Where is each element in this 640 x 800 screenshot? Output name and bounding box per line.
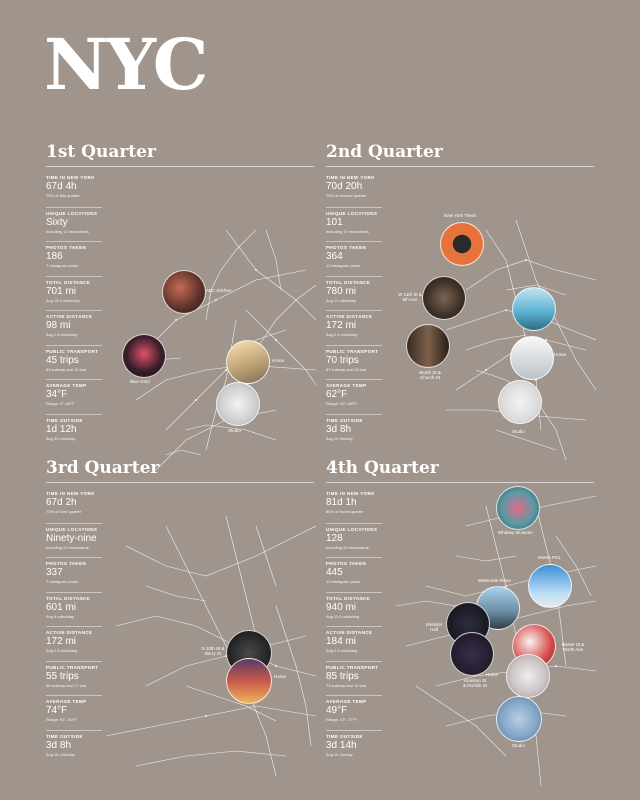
photo-moma-ps1 bbox=[528, 564, 572, 608]
photo-houston-st bbox=[506, 654, 550, 698]
stat-total-distance: TOTAL DISTANCE 780 mi Avg 11 miles/day bbox=[326, 276, 382, 311]
stat-unique-locations: UNIQUE LOCATIONS 128 Including 26 restaurants bbox=[326, 523, 382, 558]
label-abc-kitchen: ABC Kitchen bbox=[206, 288, 232, 293]
stat-time-outside: TIME OUTSIDE 3d 8h Avg 1h 12m/day bbox=[46, 730, 102, 765]
quarter-1-stats bbox=[46, 172, 102, 448]
quarter-2-stats bbox=[326, 172, 382, 448]
stat-public-transport: PUBLIC TRANSPORT 45 trips 33 subway and 12 bus bbox=[46, 345, 102, 380]
photo-studio bbox=[498, 380, 542, 424]
quarter-4-panel bbox=[326, 458, 594, 788]
stat-active-distance: ACTIVE DISTANCE 172 mi Avg 2.6 miles/day bbox=[46, 626, 102, 661]
label-webster-hall: Webster Hall bbox=[425, 622, 443, 632]
quarter-3-route-map bbox=[106, 486, 316, 786]
quarter-1-panel bbox=[46, 142, 314, 472]
quarter-2-route-map bbox=[386, 170, 596, 470]
stat-unique-locations: UNIQUE LOCATIONS Sixty Including 12 restaurants bbox=[46, 207, 102, 242]
stat-total-distance: TOTAL DISTANCE 601 mi Avg 9 miles/day bbox=[46, 592, 102, 627]
photo-new-york-times bbox=[440, 222, 484, 266]
stat-time-in-ny: TIME IN NEW YORK 81d 1h 88% of fourth quarter bbox=[326, 491, 375, 514]
stat-public-transport: PUBLIC TRANSPORT 85 trips 73 subway and 12 bus bbox=[326, 661, 382, 696]
stat-photos-taken: PHOTOS TAKEN 364 13 Instagram posts bbox=[326, 241, 382, 276]
stat-time-outside: TIME OUTSIDE 3d 14h Avg 1h 4m/day bbox=[326, 730, 382, 765]
page-title: NYC bbox=[44, 23, 207, 106]
quarter-2-heading: 2nd Quarter bbox=[326, 142, 594, 167]
label-studio: Studio bbox=[512, 743, 525, 748]
stat-total-distance: TOTAL DISTANCE 701 mi Avg 10.4 miles/day bbox=[46, 276, 102, 311]
quarter-3-stats bbox=[46, 488, 102, 764]
label-w-11th-st: W 11th St & 6th Ave bbox=[398, 292, 422, 302]
stat-unique-locations: UNIQUE LOCATIONS Ninety-nine Including 24 restaurants bbox=[46, 523, 102, 558]
photo-studio bbox=[216, 382, 260, 426]
stat-average-temp: AVERAGE TEMP 74°F Range: 61°–90°F bbox=[46, 695, 102, 730]
photo-whitney-museum bbox=[496, 486, 540, 530]
label-home: Home bbox=[554, 352, 567, 357]
stat-time-outside: TIME OUTSIDE 1d 12h Avg 33 mins/day bbox=[46, 414, 102, 449]
photo-abc-kitchen bbox=[162, 270, 206, 314]
stat-time-in-ny: TIME IN NEW YORK 67d 2h 73% of third quarter bbox=[46, 491, 95, 514]
label-blue-gold: Blue Gold bbox=[130, 379, 150, 384]
quarter-4-route-map bbox=[386, 486, 596, 786]
stat-time-in-ny: TIME IN NEW YORK 70d 20h 78% of second quarter bbox=[326, 175, 375, 198]
photo-blue-gold bbox=[122, 334, 166, 378]
stat-photos-taken: PHOTOS TAKEN 445 13 Instagram posts bbox=[326, 557, 382, 592]
stat-photos-taken: PHOTOS TAKEN 337 7 Instagram posts bbox=[46, 557, 102, 592]
photo-worth-st bbox=[406, 324, 450, 368]
photo-w-11th-st bbox=[422, 276, 466, 320]
stat-total-distance: TOTAL DISTANCE 940 mi Avg 11.6 miles/day bbox=[326, 592, 382, 627]
photo-studio bbox=[496, 696, 542, 742]
stat-time-outside: TIME OUTSIDE 3d 8h Avg 1h 6m/day bbox=[326, 414, 382, 449]
label-home: Home bbox=[274, 674, 287, 679]
quarter-1-route-map bbox=[106, 170, 316, 470]
label-houston-st: Houston St & Norfolk St bbox=[462, 678, 487, 688]
quarter-4-stats bbox=[326, 488, 382, 764]
quarter-2-panel bbox=[326, 142, 594, 472]
label-waterside-plaza: Waterside Plaza bbox=[478, 578, 511, 583]
photo-home bbox=[226, 340, 270, 384]
quarter-1-heading: 1st Quarter bbox=[46, 142, 314, 167]
stat-active-distance: ACTIVE DISTANCE 98 mi Avg 1.5 miles/day bbox=[46, 310, 102, 345]
label-studio: Studio bbox=[512, 429, 525, 434]
stat-average-temp: AVERAGE TEMP 49°F Range: 22°–77°F bbox=[326, 695, 382, 730]
stat-time-in-ny: TIME IN NEW YORK 67d 4h 75% of first quarter bbox=[46, 175, 95, 198]
label-studio: Studio bbox=[228, 428, 241, 433]
label-baxter-st: Baxter St & Worth Ave bbox=[561, 642, 585, 652]
stat-unique-locations: UNIQUE LOCATIONS 101 Including 19 restaurants bbox=[326, 207, 382, 242]
label-new-york-times: New York Times bbox=[444, 213, 477, 218]
label-home: Home bbox=[272, 358, 285, 363]
stat-average-temp: AVERAGE TEMP 34°F Range: 4°–65°F bbox=[46, 379, 102, 414]
quarter-3-panel bbox=[46, 458, 314, 788]
stat-active-distance: ACTIVE DISTANCE 184 mi Avg 2.3 miles/day bbox=[326, 626, 382, 661]
photo-home bbox=[226, 658, 272, 704]
stat-photos-taken: PHOTOS TAKEN 186 7 Instagram posts bbox=[46, 241, 102, 276]
label-whitney-museum: Whitney Museum bbox=[498, 530, 533, 535]
label-n-10th-st: N 10th St & Berry St bbox=[201, 646, 225, 656]
stat-public-transport: PUBLIC TRANSPORT 55 trips 38 subway and 17 bus bbox=[46, 661, 102, 696]
label-home: Home bbox=[486, 672, 499, 677]
quarter-4-heading: 4th Quarter bbox=[326, 458, 594, 483]
label-moma-ps1: MoMA PS1 bbox=[538, 555, 561, 560]
stat-public-transport: PUBLIC TRANSPORT 70 trips 57 subway and 13 bus bbox=[326, 345, 382, 380]
stat-active-distance: ACTIVE DISTANCE 172 mi Avg 2.4 miles/day bbox=[326, 310, 382, 345]
photo-home bbox=[450, 632, 494, 676]
quarter-3-heading: 3rd Quarter bbox=[46, 458, 314, 483]
label-worth-st: Worth St & Church St bbox=[419, 370, 441, 380]
photo-airplane bbox=[510, 336, 554, 380]
photo-home bbox=[512, 287, 556, 331]
stat-average-temp: AVERAGE TEMP 62°F Range: 32°–88°F bbox=[326, 379, 382, 414]
